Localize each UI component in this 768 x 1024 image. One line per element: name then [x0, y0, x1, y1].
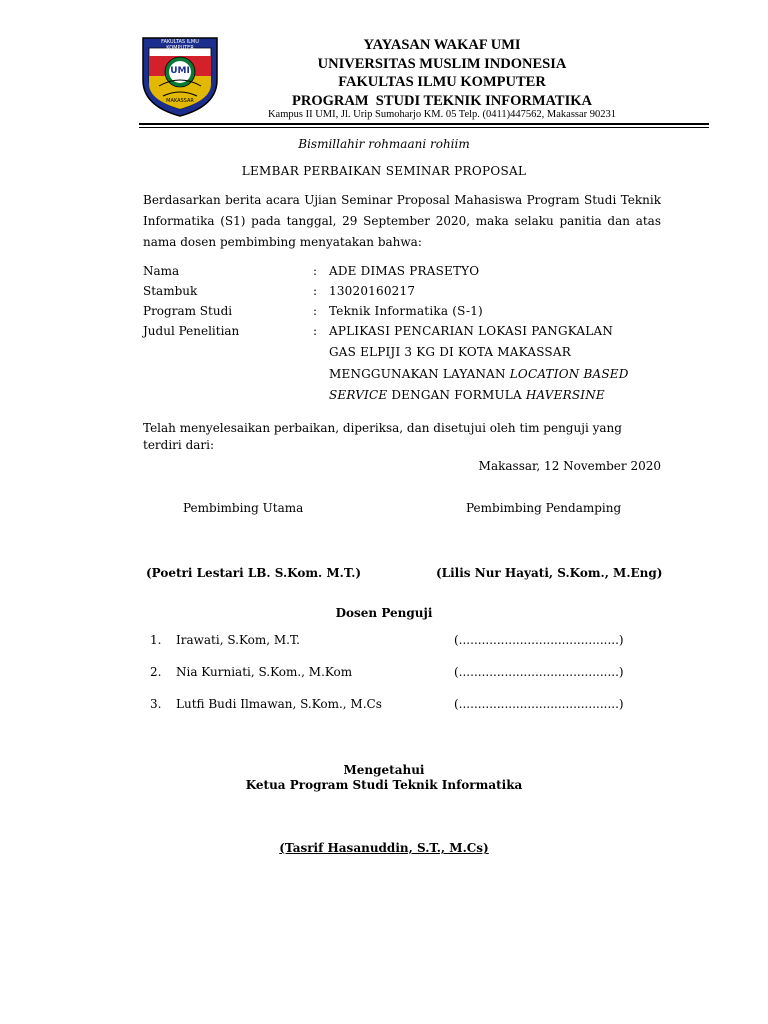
program-label: Program Studi	[143, 304, 233, 318]
address: Kampus II UMI, Jl. Urip Sumoharjo KM. 05 Telp. (0411)447562, Makassar 90231	[267, 109, 617, 120]
examiner-number: 2.	[150, 665, 162, 679]
approval-text: Telah menyelesaikan perbaikan, diperiksa, dan disetujui oleh tim penguji yang terdiri dari:	[143, 421, 622, 452]
examiner-signature-line: (..........................................)	[454, 665, 624, 679]
head-of-program-name: (Tasrif Hasanuddin, S.T., M.Cs)	[279, 841, 489, 855]
place-date: Makassar, 12 November 2020	[478, 459, 661, 473]
thesis-label: Judul Penelitian	[143, 324, 240, 338]
header-divider-thin	[139, 127, 709, 128]
examiner-number: 1.	[150, 633, 162, 647]
examiners-heading: Dosen Penguji	[335, 606, 433, 620]
faculty-name: FAKULTAS ILMU KOMPUTER	[338, 74, 546, 90]
foundation-name: YAYASAN WAKAF UMI	[363, 37, 521, 53]
examiner-number: 3.	[150, 697, 162, 711]
thesis-line-3: MENGGUNAKAN LAYANAN LOCATION BASED	[329, 367, 629, 381]
university-logo	[137, 34, 223, 118]
id-value: 13020160217	[329, 284, 416, 298]
name-label: Nama	[143, 264, 180, 278]
logo-bottom-text: MAKASSAR	[166, 98, 194, 104]
thesis-line-4: SERVICE DENGAN FORMULA HAVERSINE	[329, 388, 605, 402]
acknowledge-label: Mengetahui	[343, 763, 425, 777]
basmalah: Bismillahir rohmaani rohiim	[298, 137, 470, 151]
intro-paragraph: Berdasarkan berita acara Ujian Seminar Proposal Mahasiswa Program Studi Teknik Informatika (S1) pada tanggal, 29 September 2020, maka selaku panitia dan atas nama dosen pembimbing menyatakan bahwa:	[143, 193, 661, 249]
id-label: Stambuk	[143, 284, 198, 298]
logo-center-text: UMI	[170, 66, 190, 76]
header-divider-thick	[139, 123, 709, 125]
name-value: ADE DIMAS PRASETYO	[329, 264, 480, 278]
colon: :	[313, 304, 318, 318]
examiner-name: Nia Kurniati, S.Kom., M.Kom	[176, 665, 353, 679]
thesis-line-2: GAS ELPIJI 3 KG DI KOTA MAKASSAR	[329, 345, 571, 359]
program-value: Teknik Informatika (S-1)	[329, 304, 483, 318]
thesis-line-1: APLIKASI PENCARIAN LOKASI PANGKALAN	[329, 324, 614, 338]
acknowledge-title: Ketua Program Studi Teknik Informatika	[245, 778, 523, 792]
colon: :	[313, 264, 318, 278]
program-name: PROGRAM STUDI TEKNIK INFORMATIKA	[292, 93, 592, 109]
second-supervisor-name: (Lilis Nur Hayati, S.Kom., M.Eng)	[436, 566, 663, 580]
university-name: UNIVERSITAS MUSLIM INDONESIA	[317, 56, 567, 72]
examiner-signature-line: (..........................................)	[454, 697, 624, 711]
colon: :	[313, 324, 318, 338]
colon: :	[313, 284, 318, 298]
document-title: LEMBAR PERBAIKAN SEMINAR PROPOSAL	[241, 164, 527, 178]
logo-top-text: FAKULTAS ILMU KOMPUTER	[161, 39, 199, 51]
examiner-name: Lutfi Budi Ilmawan, S.Kom., M.Cs	[176, 697, 382, 711]
second-supervisor-label: Pembimbing Pendamping	[466, 501, 622, 515]
main-supervisor-name: (Poetri Lestari LB. S.Kom. M.T.)	[146, 566, 362, 580]
examiner-signature-line: (..........................................)	[454, 633, 624, 647]
main-supervisor-label: Pembimbing Utama	[183, 501, 304, 515]
examiner-name: Irawati, S.Kom, M.T.	[176, 633, 300, 647]
